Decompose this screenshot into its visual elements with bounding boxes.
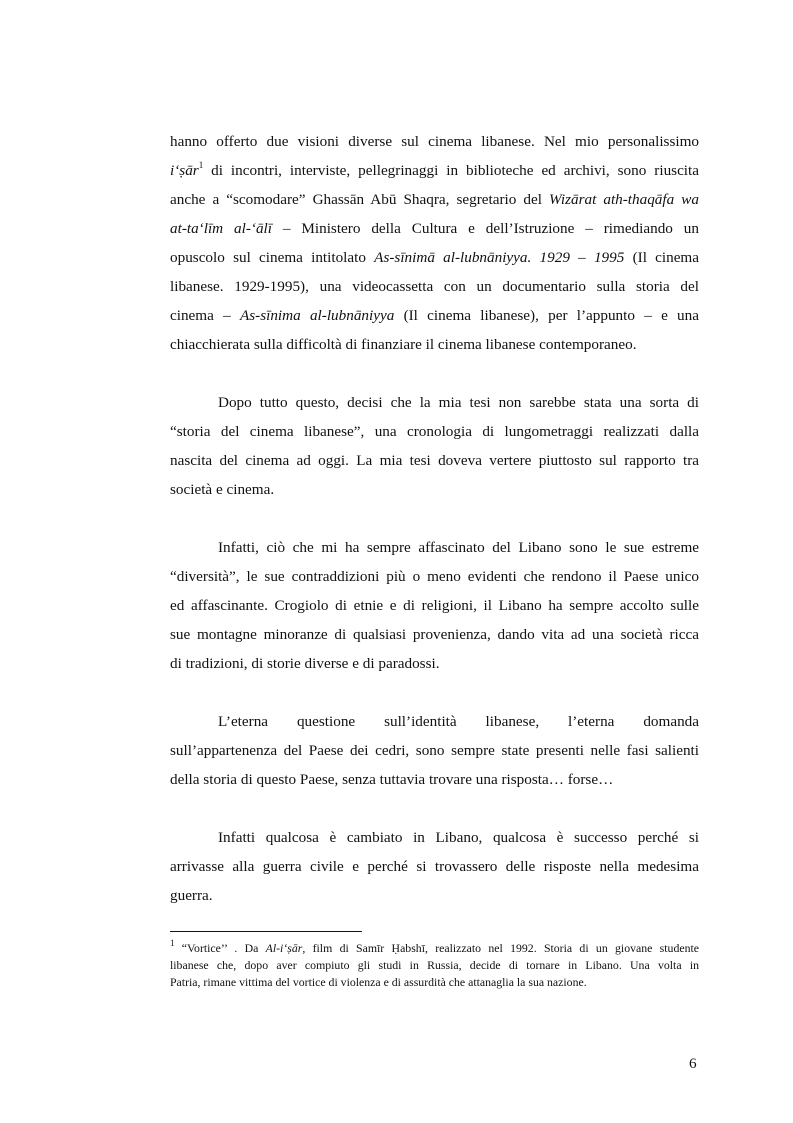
text-run: nascita del cinema ad oggi. La mia tesi doveva vertere piuttosto sul rapporto tra xyxy=(170,452,699,469)
body-line xyxy=(170,562,699,591)
text-run: Infatti qualcosa è cambiato in Libano, qualcosa è successo perché si xyxy=(218,829,699,846)
text-run: (Il cinema libanese), per l’appunto – e una xyxy=(394,307,699,324)
body-line xyxy=(170,591,699,620)
text-run: ed affascinante. Crogiolo di etnie e di religioni, il Libano ha sempre accolto sulle xyxy=(170,597,699,614)
body-text xyxy=(170,127,699,939)
text-run: cinema – xyxy=(170,307,240,324)
body-line xyxy=(170,446,699,475)
body-line xyxy=(170,243,699,272)
text-run: sue montagne minoranze di qualsiasi provenienza, dando vita ad una società ricca xyxy=(170,626,699,643)
text-run: opuscolo sul cinema intitolato xyxy=(170,249,375,266)
body-line xyxy=(170,765,699,794)
text-run: “Vortice’’ . Da xyxy=(174,941,266,955)
body-line xyxy=(170,475,699,504)
body-line xyxy=(170,330,699,359)
paragraph xyxy=(170,823,699,910)
body-line xyxy=(170,127,699,156)
italic-text: Al-iʻṣār xyxy=(265,941,303,955)
body-line xyxy=(170,707,699,736)
text-run: Patria, rimane vittima del vortice di violenza e di assurdità che attanaglia la sua nazione. xyxy=(170,975,587,989)
text-run: libanese. 1929-1995), una videocassetta con un documentario sulla storia del xyxy=(170,278,699,295)
text-run: della storia di questo Paese, senza tuttavia trovare una risposta… forse… xyxy=(170,771,614,788)
text-run: (Il cinema xyxy=(624,249,699,266)
text-run: Infatti, ciò che mi ha sempre affascinato del Libano sono le sue estreme xyxy=(218,539,699,556)
body-line xyxy=(170,533,699,562)
text-run: sull’appartenenza del Paese dei cedri, sono sempre state presenti nelle fasi salienti xyxy=(170,742,699,759)
text-run: di tradizioni, di storie diverse e di paradossi. xyxy=(170,655,440,672)
footnote-line xyxy=(170,940,699,957)
body-line xyxy=(170,185,699,214)
text-run: guerra. xyxy=(170,887,213,904)
body-line xyxy=(170,156,699,185)
body-line xyxy=(170,881,699,910)
body-line xyxy=(170,388,699,417)
text-run: L’eterna questione sull’identità libanese, l’eterna domanda xyxy=(218,713,699,730)
text-run: di incontri, interviste, pellegrinaggi in biblioteche ed archivi, sono riuscita xyxy=(203,162,699,179)
text-run: libanese che, dopo aver compiuto gli studi in Russia, decide di tornare in Libano. Una volta in xyxy=(170,958,699,972)
italic-text: at-taʻlīm al-ʻālī xyxy=(170,220,272,237)
text-run: “diversità”, le sue contraddizioni più o meno evidenti che rendono il Paese unico xyxy=(170,568,699,585)
text-run: – Ministero della Cultura e dell’Istruzione – rimediando un xyxy=(272,220,699,237)
footnote-separator xyxy=(170,931,362,932)
italic-text: As-sīnimā al-lubnāniyya. 1929 – 1995 xyxy=(374,249,625,266)
paragraph xyxy=(170,707,699,794)
text-run: hanno offerto due visioni diverse sul cinema libanese. Nel mio personalissimo xyxy=(170,133,699,150)
footnote xyxy=(170,940,699,991)
italic-text: Wizārat ath-thaqāfa wa xyxy=(549,191,699,208)
footnote-reference: 1 xyxy=(170,938,175,949)
body-line xyxy=(170,823,699,852)
body-line xyxy=(170,620,699,649)
text-run: Dopo tutto questo, decisi che la mia tesi non sarebbe stata una sorta di xyxy=(218,394,699,411)
body-line xyxy=(170,272,699,301)
body-line xyxy=(170,736,699,765)
footnote-reference: 1 xyxy=(198,159,204,170)
paragraph xyxy=(170,127,699,359)
italic-text: As-sīnima al-lubnāniyya xyxy=(239,307,395,324)
body-line xyxy=(170,417,699,446)
paragraph xyxy=(170,388,699,504)
text-run: “storia del cinema libanese”, una cronologia di lungometraggi realizzati dalla xyxy=(170,423,699,440)
text-run: anche a “scomodare” Ghassān Abū Shaqra, segretario del xyxy=(170,191,550,208)
italic-text: iʻṣār xyxy=(170,162,199,179)
text-run: arrivasse alla guerra civile e perché si trovassero delle risposte nella medesima xyxy=(170,858,699,875)
body-line xyxy=(170,301,699,330)
paragraph xyxy=(170,533,699,678)
body-line xyxy=(170,649,699,678)
footnote-line xyxy=(170,974,699,991)
body-line xyxy=(170,214,699,243)
text-run: chiacchierata sulla difficoltà di finanziare il cinema libanese contemporaneo. xyxy=(170,336,637,353)
text-run: , film di Samīr Ḥabshī, realizzato nel 1992. Storia di un giovane studente xyxy=(302,941,699,955)
footnote-line xyxy=(170,957,699,974)
body-line xyxy=(170,852,699,881)
page-number: 6 xyxy=(689,1055,697,1072)
text-run: società e cinema. xyxy=(170,481,275,498)
